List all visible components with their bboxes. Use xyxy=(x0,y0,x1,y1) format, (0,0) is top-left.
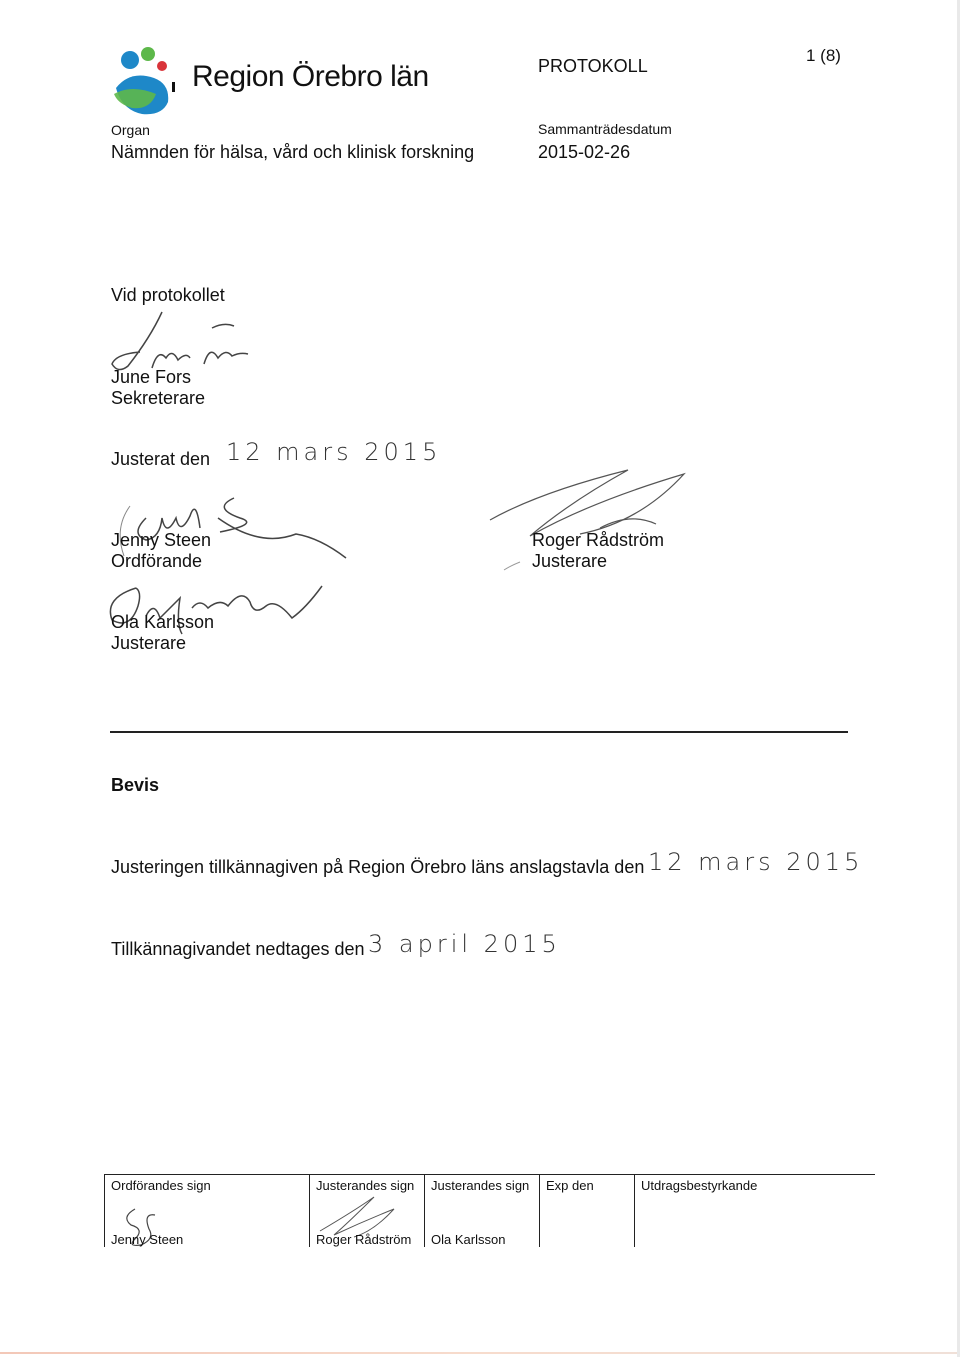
chair-role: Ordförande xyxy=(111,551,203,571)
bevis-title: Bevis xyxy=(111,775,160,795)
footer-name: Roger Rådström xyxy=(316,1232,412,1247)
footer-name: Jenny Steen xyxy=(111,1232,184,1247)
footer-label: Ordförandes sign xyxy=(111,1178,211,1193)
organ-value: Nämnden för hälsa, vård och klinisk forskning xyxy=(111,142,475,162)
page-number: 1 (8) xyxy=(806,46,841,65)
adjuster2-role: Justerare xyxy=(111,633,187,653)
org-name: Region Örebro län xyxy=(192,60,429,93)
chair-name: Jenny Steen xyxy=(111,530,212,550)
footer-name: Ola Karlsson xyxy=(431,1232,506,1247)
adjusted-date-handwritten: 12 mars 2015 xyxy=(226,438,442,466)
vid-protokollet-label: Vid protokollet xyxy=(111,285,225,305)
document-type: PROTOKOLL xyxy=(538,56,648,76)
removed-text: Tillkännagivandet nedtages den xyxy=(111,939,365,959)
scan-artifact-line xyxy=(0,1352,960,1354)
secretary-name: June Fors xyxy=(111,367,192,387)
announced-text: Justeringen tillkännagiven på Region Örebro läns anslagstavla den xyxy=(111,857,645,877)
section-divider xyxy=(110,731,848,733)
footer-label: Exp den xyxy=(546,1178,594,1193)
meeting-date-value: 2015-02-26 xyxy=(538,142,631,162)
adjuster1-role: Justerare xyxy=(532,551,608,571)
adjusted-label: Justerat den xyxy=(111,449,211,469)
organ-label: Organ xyxy=(111,122,150,138)
footer-cell-adjuster2 xyxy=(425,1175,540,1248)
region-logo-icon xyxy=(110,44,186,118)
adjuster1-name: Roger Rådström xyxy=(532,530,665,550)
footer-label: Justerandes sign xyxy=(431,1178,530,1193)
footer-cell-adjuster1 xyxy=(310,1175,425,1248)
announced-date-handwritten: 12 mars 2015 xyxy=(648,848,864,876)
footer-label: Justerandes sign xyxy=(316,1178,415,1193)
footer-cell-exp xyxy=(540,1175,635,1248)
meeting-date-label: Sammanträdesdatum xyxy=(538,121,672,137)
secretary-role: Sekreterare xyxy=(111,388,206,408)
footer-cell-chair xyxy=(105,1175,310,1248)
footer-cell-extract xyxy=(635,1175,876,1248)
footer-sign-table xyxy=(104,1174,875,1247)
removed-date-handwritten: 3 april 2015 xyxy=(368,930,561,958)
footer-label: Utdragsbestyrkande xyxy=(641,1178,758,1193)
adjuster2-name: Ola Karlsson xyxy=(111,612,215,632)
